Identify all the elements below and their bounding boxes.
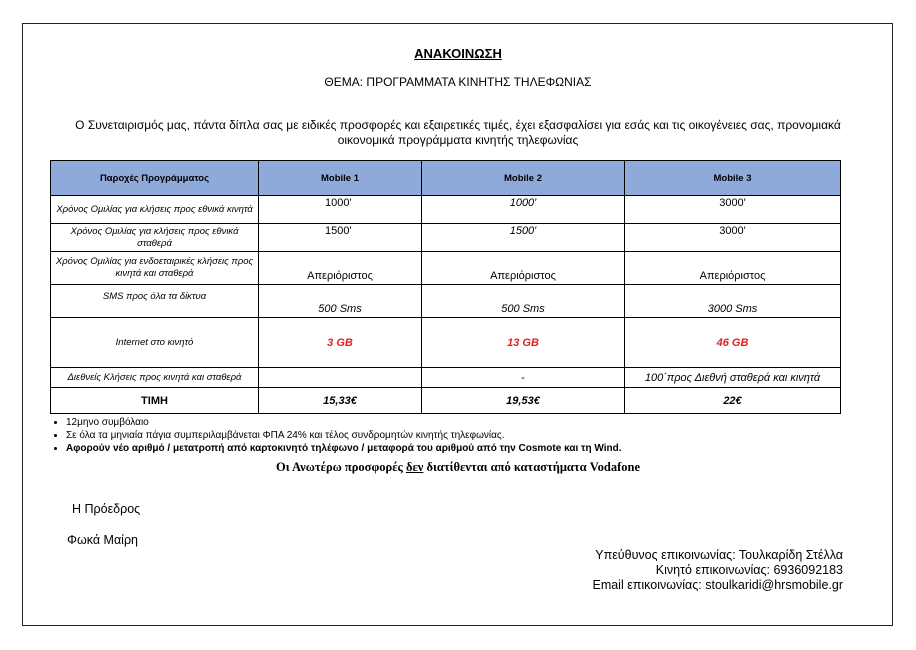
cell-mobile-1: 1000' bbox=[259, 196, 422, 224]
cell-mobile-3: 46 GB bbox=[625, 318, 841, 368]
note-item: • 12μηνο συμβόλαιο bbox=[66, 416, 622, 429]
row-label: Διεθνείς Κλήσεις προς κινητά και σταθερά bbox=[51, 368, 259, 388]
table-row bbox=[51, 252, 841, 285]
table-row bbox=[51, 368, 841, 388]
contact-mobile: Κινητό επικοινωνίας: 6936092183 bbox=[655, 563, 843, 577]
contact-responsible: Υπεύθυνος επικοινωνίας: Τουλκαρίδη Στέλλα bbox=[595, 548, 843, 562]
price-mobile-2: 19,53€ bbox=[422, 388, 625, 414]
table-row bbox=[51, 285, 841, 318]
header-features: Παροχές Προγράμματος bbox=[51, 161, 259, 196]
row-label: SMS προς όλα τα δίκτυα bbox=[51, 285, 259, 318]
announcement-subject: ΘΕΜΑ: ΠΡΟΓΡΑΜΜΑΤΑ ΚΙΝΗΤΗΣ ΤΗΛΕΦΩΝΙΑΣ bbox=[324, 75, 592, 89]
table-row bbox=[51, 318, 841, 368]
table-header-row bbox=[51, 161, 841, 196]
header-mobile-3: Mobile 3 bbox=[625, 161, 841, 196]
cell-mobile-2: 500 Sms bbox=[422, 285, 625, 318]
row-label: Internet στο κινητό bbox=[51, 318, 259, 368]
cell-mobile-1 bbox=[259, 368, 422, 388]
contact-email: Email επικοινωνίας: stoulkaridi@hrsmobile.gr bbox=[592, 578, 843, 592]
intro-line-1: Ο Συνεταιρισμός μας, πάντα δίπλα σας με ειδικές προσφορές και εξαιρετικές τιμές, έχει εξασφαλίσει για εσάς και τις οικογένειες σας, προνομιακά bbox=[75, 118, 841, 132]
cell-mobile-2: Απεριόριστος bbox=[422, 252, 625, 285]
row-label: Χρόνος Ομιλίας για κλήσεις προς εθνικά σταθερά bbox=[51, 224, 259, 252]
disclaimer-after: διατίθενται από καταστήματα Vodafone bbox=[423, 460, 641, 474]
note-item: • Σε όλα τα μηνιαία πάγια συμπεριλαμβάνεται ΦΠΑ 24% και τέλος συνδρομητών κινητής τηλεφωνίας. bbox=[66, 429, 622, 442]
row-label: Χρόνος Ομιλίας για ενδοεταιρικές κλήσεις προς κινητά και σταθερά bbox=[51, 252, 259, 285]
contact-block bbox=[592, 548, 843, 593]
table-row bbox=[51, 196, 841, 224]
signature-name: Φωκά Μαίρη bbox=[67, 533, 139, 547]
cell-mobile-1: 1500' bbox=[259, 224, 422, 252]
disclaimer-underlined: δεν bbox=[405, 460, 424, 474]
header-mobile-2: Mobile 2 bbox=[422, 161, 625, 196]
row-label: Χρόνος Ομιλίας για κλήσεις προς εθνικά κινητά bbox=[51, 196, 259, 224]
note-item: • Αφορούν νέο αριθμό / μετατροπή από καρτοκινητό τηλέφωνο / μεταφορά του αριθμού από την Cosmote και τη Wind. bbox=[66, 442, 622, 455]
table-row bbox=[51, 224, 841, 252]
price-mobile-1: 15,33€ bbox=[259, 388, 422, 414]
cell-mobile-2: - bbox=[422, 368, 625, 388]
offers-table bbox=[50, 160, 841, 414]
cell-mobile-1: 3 GB bbox=[259, 318, 422, 368]
price-row bbox=[51, 388, 841, 414]
disclaimer-before: Οι Ανωτέρω προσφορές bbox=[275, 460, 406, 474]
intro-paragraph bbox=[40, 118, 876, 148]
header-mobile-1: Mobile 1 bbox=[259, 161, 422, 196]
announcement-title: ΑΝΑΚΟΙΝΩΣΗ bbox=[414, 46, 502, 61]
cell-mobile-3: 3000' bbox=[625, 196, 841, 224]
signature-role: Η Πρόεδρος bbox=[72, 502, 141, 516]
price-mobile-3: 22€ bbox=[625, 388, 841, 414]
cell-mobile-3: 3000 Sms bbox=[625, 285, 841, 318]
intro-line-2: οικονομικά προγράμματα κινητής τηλεφωνίας bbox=[337, 133, 579, 147]
cell-mobile-3: 100΄προς Διεθνή σταθερά και κινητά bbox=[625, 368, 841, 388]
cell-mobile-1: Απεριόριστος bbox=[259, 252, 422, 285]
cell-mobile-2: 1500' bbox=[422, 224, 625, 252]
vodafone-disclaimer bbox=[0, 460, 916, 475]
cell-mobile-2: 1000' bbox=[422, 196, 625, 224]
price-label: ΤΙΜΗ bbox=[51, 388, 259, 414]
cell-mobile-3: Απεριόριστος bbox=[625, 252, 841, 285]
notes-list bbox=[48, 416, 622, 455]
cell-mobile-2: 13 GB bbox=[422, 318, 625, 368]
cell-mobile-3: 3000' bbox=[625, 224, 841, 252]
cell-mobile-1: 500 Sms bbox=[259, 285, 422, 318]
